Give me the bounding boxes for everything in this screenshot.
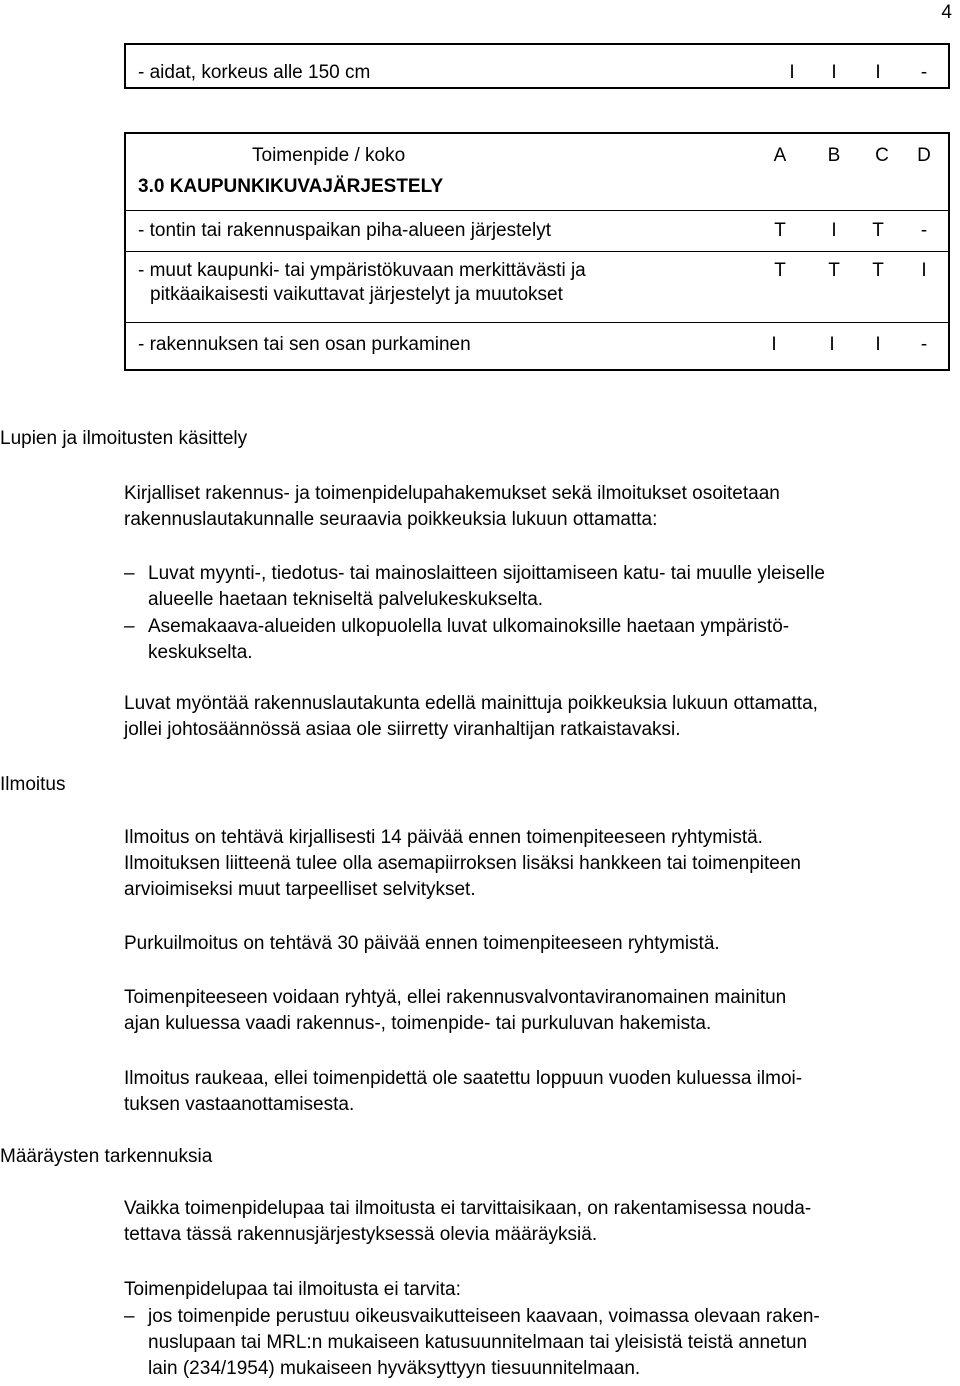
table-header	[126, 134, 948, 170]
text-line: Ilmoitus raukeaa, ellei toimenpidettä ole saatettu loppuun vuoden kuluessa ilmoi-	[124, 1068, 803, 1089]
table-row	[126, 45, 948, 87]
paragraph-ilmoitus-2: Purkuilmoitus on tehtävä 30 päivää ennen toimenpiteeseen ryhtymistä.	[124, 933, 720, 954]
text-line: Luvat myynti-, tiedotus- tai mainoslaitteen sijoittamiseen katu- tai muulle yleiselle	[148, 563, 825, 584]
paragraph-closing	[124, 691, 956, 743]
paragraph-ilmoitus-3	[124, 985, 956, 1037]
text-line: jollei johtosäännössä asiaa ole siirretty viranhaltijan ratkaistavaksi.	[124, 719, 681, 740]
paragraph-ilmoitus-1	[124, 825, 956, 903]
text-line: Vaikka toimenpidelupaa tai ilmoitusta ei tarvittaisikaan, on rakentamisessa nouda-	[124, 1198, 812, 1219]
heading-ilmoitus: Ilmoitus	[0, 774, 66, 795]
value-a: T	[774, 260, 786, 281]
table-row	[126, 252, 948, 323]
text-line: nuslupaan tai MRL:n mukaiseen katusuunnitelmaan tai yleisistä teistä annetun	[148, 1332, 808, 1353]
page-number: 4	[941, 2, 952, 23]
value-c: T	[872, 260, 884, 281]
paragraph-maaraysten-2-heading: Toimenpidelupaa tai ilmoitusta ei tarvita:	[124, 1279, 461, 1300]
value-d: -	[920, 220, 928, 241]
text-line: Asemakaava-alueiden ulkopuolella luvat ulkomainoksille haetaan ympäristö-	[148, 616, 790, 637]
value-c: I	[875, 62, 881, 83]
value-a: I	[789, 62, 795, 83]
dash-icon: –	[124, 1306, 135, 1327]
value-d: I	[921, 260, 927, 281]
paragraph-ilmoitus-4	[124, 1066, 956, 1118]
row-label: - rakennuksen tai sen osan purkaminen	[138, 334, 471, 355]
text-line: alueelle haetaan tekniseltä palvelukeskukselta.	[148, 589, 544, 610]
table-kaupunkikuva	[124, 132, 950, 371]
paragraph-intro	[124, 481, 956, 533]
dash-icon: –	[124, 563, 135, 584]
text-line: lain (234/1954) mukaiseen hyväksyttyyn tiesuunnitelmaan.	[148, 1358, 641, 1379]
section-title-row	[126, 170, 948, 211]
value-b: I	[831, 62, 837, 83]
row-label: - aidat, korkeus alle 150 cm	[138, 62, 371, 83]
text-line: jos toimenpide perustuu oikeusvaikutteiseen kaavaan, voimassa olevaan raken-	[148, 1306, 820, 1327]
heading-lupien: Lupien ja ilmoitusten käsittely	[0, 428, 248, 449]
table-row	[126, 211, 948, 252]
text-line: ajan kuluessa vaadi rakennus-, toimenpide- tai purkuluvan hakemista.	[124, 1013, 712, 1034]
col-b: B	[827, 145, 841, 166]
text-line: Toimenpiteeseen voidaan ryhtyä, ellei rakennusvalvontaviranomainen mainitun	[124, 987, 787, 1008]
heading-maaraysten: Määräysten tarkennuksia	[0, 1146, 213, 1167]
text-line: Ilmoitus on tehtävä kirjallisesti 14 päivää ennen toimenpiteeseen ryhtymistä.	[124, 827, 763, 848]
text-line: Ilmoituksen liitteenä tulee olla asemapiirroksen lisäksi hankkeen tai toimenpiteen	[124, 853, 801, 874]
text-line: tettava tässä rakennusjärjestyksessä olevia määräyksiä.	[124, 1224, 598, 1245]
text-line: Luvat myöntää rakennuslautakunta edellä mainittuja poikkeuksia lukuun ottamatta,	[124, 693, 818, 714]
value-b: T	[828, 260, 840, 281]
value-c: T	[872, 220, 884, 241]
paragraph-maaraysten-1	[124, 1196, 956, 1248]
section-title: 3.0 KAUPUNKIKUVAJÄRJESTELY	[138, 176, 444, 197]
dash-icon: –	[124, 616, 135, 637]
value-b: I	[829, 334, 835, 355]
text-line: arvioimiseksi muut tarpeelliset selvitykset.	[124, 879, 476, 900]
value-d: -	[920, 62, 928, 83]
col-c: C	[875, 145, 889, 166]
table-row	[126, 323, 948, 369]
row-label: - tontin tai rakennuspaikan piha-alueen järjestelyt	[138, 220, 551, 241]
col-d: D	[917, 145, 931, 166]
text-line: rakennuslautakunnalle seuraavia poikkeuksia lukuun ottamatta:	[124, 509, 658, 530]
col-a: A	[773, 145, 787, 166]
text-line: Kirjalliset rakennus- ja toimenpidelupahakemukset sekä ilmoitukset osoitetaan	[124, 483, 780, 504]
value-c: I	[875, 334, 881, 355]
text-line: tuksen vastaanottamisesta.	[124, 1094, 355, 1115]
text-line: keskukselta.	[148, 642, 253, 663]
value-b: I	[831, 220, 837, 241]
row-label-line2: pitkäaikaisesti vaikuttavat järjestelyt ja muutokset	[150, 284, 563, 305]
table-aidat	[124, 43, 950, 89]
value-a: I	[771, 334, 777, 355]
value-a: T	[774, 220, 786, 241]
header-label: Toimenpide / koko	[252, 145, 406, 166]
value-d: -	[920, 334, 928, 355]
row-label-line1: - muut kaupunki- tai ympäristökuvaan merkittävästi ja	[138, 260, 586, 281]
